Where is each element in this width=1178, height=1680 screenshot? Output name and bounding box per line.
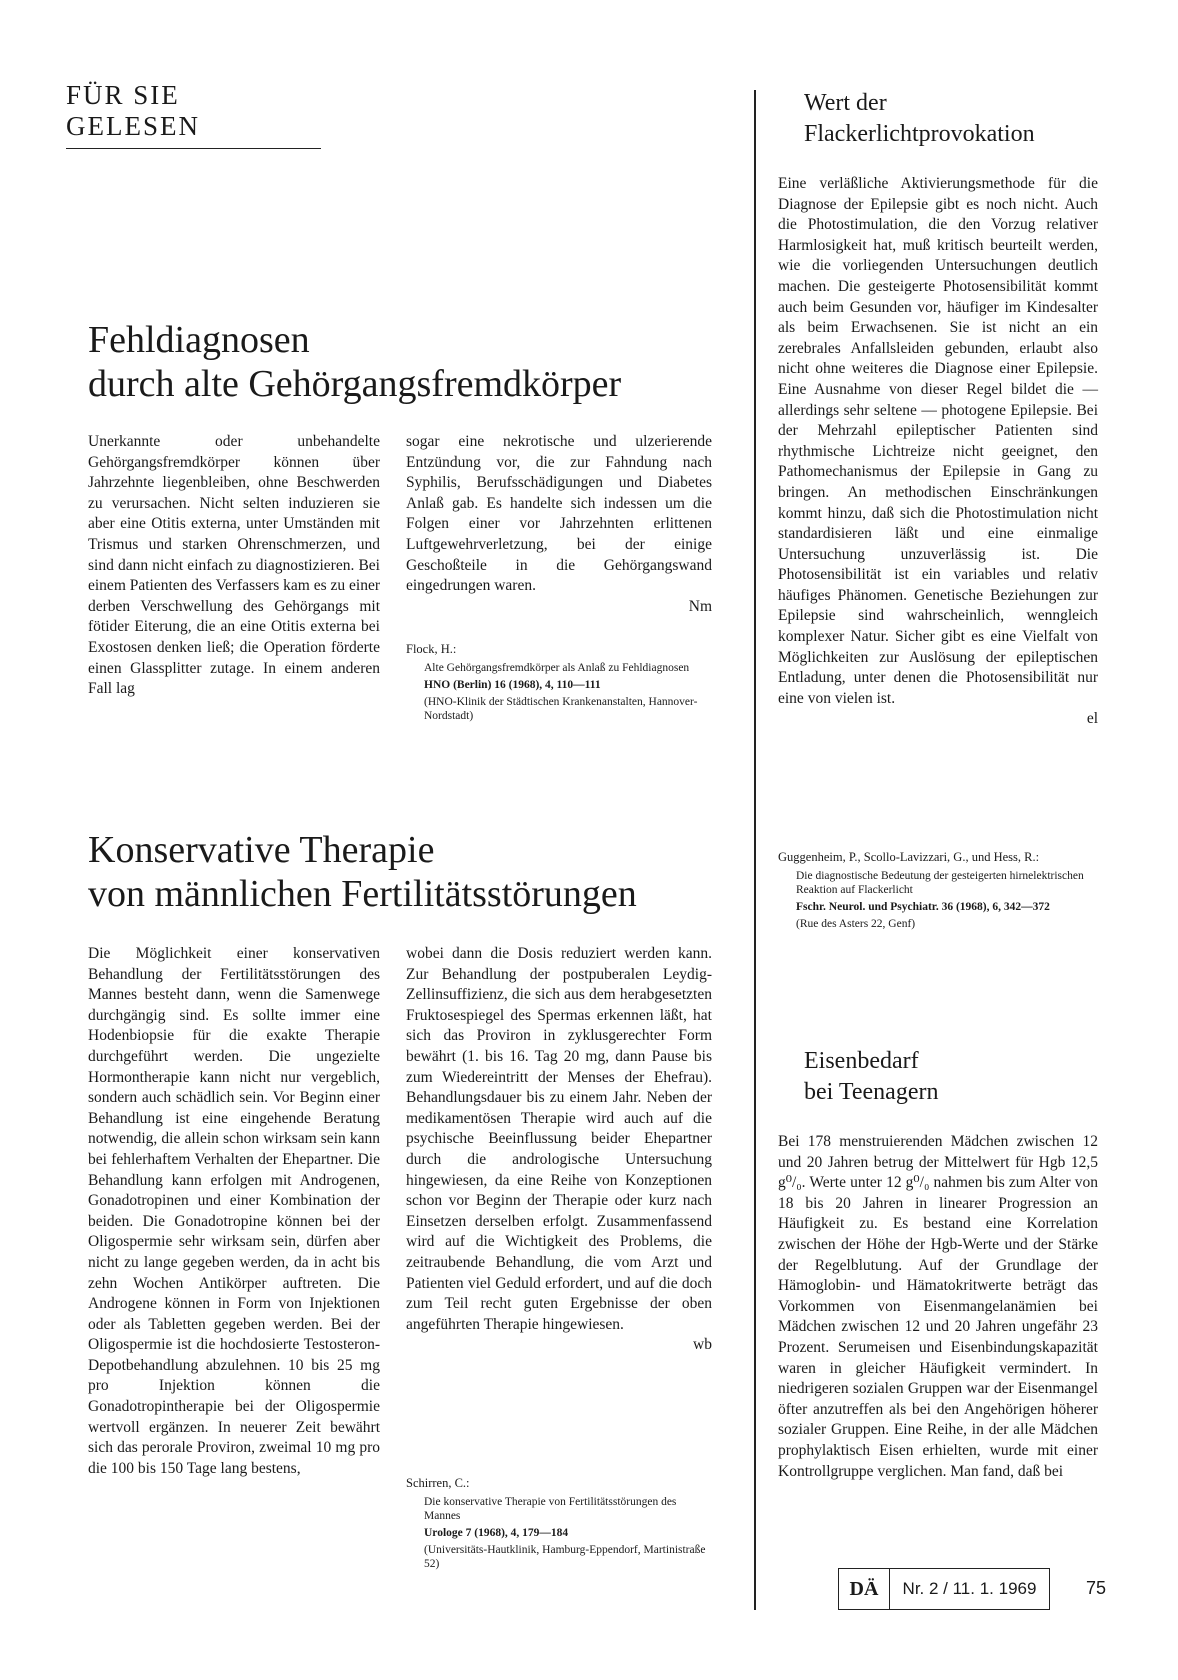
column-divider — [754, 90, 756, 1610]
article3-title-line2: Flackerlichtprovokation — [804, 121, 1035, 147]
article1-title — [88, 318, 708, 406]
article4-title — [804, 1046, 1104, 1108]
article1-col2-block — [406, 432, 712, 617]
article1-col2: sogar eine nekrotische und ulzerierende Entzündung vor, die zur Fahndung nach Syphilis, Berufsschädigungen und Diabetes Anlaß gab. Es handelte sich indessen um die Folgen einer vor Jahrzehnten erlittenen Luftgewehrverletzung, bei der einige Geschoßteile in die Gehörgangswand eingedrungen waren. — [406, 433, 712, 595]
article4-body: Bei 178 menstruierenden Mädchen zwischen 12 und 20 Jahren betrug der Mittelwert für Hgb 12,5 g⁰/₀. Werte unter 12 g⁰/₀ nahmen bis zum Alter von 18 bis 20 Jahren in linearer Progression an Häufigkeit zu. Es bestand eine Korrelation zwischen der Höhe der Hgb-Werte und der Stärke der Regelblutung. Auf der Grundlage der Hämoglobin- und Hämatokritwerte beträgt das Vorkommen von Eisenmangelanämien bei Mädchen zwischen 12 und 20 Jahren ungefähr 23 Prozent. Serumeisen und Eisenbindungskapazität waren in gleicher Häufigkeit vermindert. In niedrigeren sozialen Gruppen war der Eisenmangel öfter anzutreffen als bei den Angehörigen höherer sozialer Gruppen. Eine Reihe, in der alle Mädchen prophylaktisch Eisen erhielten, wurde mit einer Kontrollgruppe verglichen. Man fand, daß bei — [778, 1133, 1098, 1480]
article2-col2-block — [406, 944, 712, 1356]
article3-ref-address: (Rue des Asters 22, Genf) — [796, 918, 916, 930]
article2-ref-address: (Universitäts-Hautklinik, Hamburg-Eppendorf, Martinistraße 52) — [424, 1544, 706, 1570]
journal-logo: DÄ — [839, 1569, 890, 1609]
article3-ref-journal: Fschr. Neurol. und Psychiatr. 36 (1968), 6, 342—372 — [796, 901, 1050, 913]
article1-ref-title: Alte Gehörgangsfremdkörper als Anlaß zu Fehldiagnosen — [424, 662, 690, 674]
article1-signoff: Nm — [688, 597, 712, 615]
article4-title-line2: bei Teenagern — [804, 1079, 939, 1105]
article3-ref-title: Die diagnostische Bedeutung der gesteigerten hirnelektrischen Reaktion auf Flackerlicht — [796, 870, 1084, 896]
article3-title — [804, 88, 1124, 150]
article2-ref-journal: Urologe 7 (1968), 4, 179—184 — [424, 1527, 569, 1539]
section-label: FÜR SIE GELESEN — [66, 80, 321, 149]
article2-col2: wobei dann die Dosis reduziert werden kann. Zur Behandlung der postpuberalen Leydig-Zellinsuffizienz, die sich aus dem herabgesetzten Fruktosespiegel des Spermas erkennen läßt, hat sich das Proviron in zyklusgerechter Form bewährt (1. bis 16. Tag 20 mg, dann Pause bis zum Wiedereintritt der Menses der Ehefrau). Behandlungsdauer bis zu einem Jahr. Neben der medikamentösen Therapie wird auch auf die psychische Beeinflussung beider Ehepartner durch die andrologische Untersuchung hingewiesen, da eine Reihe von Konzeptionen schon vor Beginn der Therapie oder kurz nach Einsetzen derselben erfolgt. Zusammenfassend wird auf die Wichtigkeit des Problems, die zeitraubende Behandlung, die vom Arzt und Patienten viel Geduld erfordert, und auf die doch zum Teil recht guten Ergebnisse der oben angeführten Therapie hingewiesen. — [406, 945, 712, 1333]
article1-reference — [406, 642, 712, 726]
article2-reference — [406, 1476, 712, 1574]
article3-signoff: el — [1086, 710, 1098, 728]
article1-ref-author: Flock, H.: — [406, 642, 457, 656]
article2-ref-title: Die konservative Therapie von Fertilitätsstörungen des Mannes — [424, 1496, 677, 1522]
issue-info: Nr. 2 / 11. 1. 1969 — [902, 1579, 1037, 1598]
article3-title-line1: Wert der — [804, 90, 887, 116]
journal-footer — [838, 1568, 1050, 1610]
article1-title-line2: durch alte Gehörgangsfremdkörper — [88, 363, 622, 405]
article2-col1: Die Möglichkeit einer konservativen Behandlung der Fertilitätsstörungen des Mannes besteht dann, wenn die Samenwege durchgängig sind. Es sollte immer eine Hodenbiopsie für die exakte Therapie durchgeführt werden. Die ungezielte Hormontherapie kann nicht nur vergeblich, sondern auch schädlich sein. Vor Beginn einer Behandlung ist eine eingehende Beratung notwendig, die allein schon wirksam sein kann bei fehlerhaftem Verhalten der Ehepartner. Die Behandlung kann erfolgen mit Androgenen, Gonadotropinen und einer Kombination der beiden. Die Gonadotropine können bei der Oligospermie sehr wirksam sein, dürfen aber nicht zu lange gegeben werden, da in acht bis zehn Wochen Antikörper auftreten. Die Androgene können in Form von Injektionen oder als Tabletten gegeben werden. Bei der Oligospermie ist die hochdosierte Testosteron-Depotbehandlung abzulehnen. 10 bis 25 mg pro Injektion können die Gonadotropintherapie bei der Oligospermie wertvoll ergänzen. In neuerer Zeit bewährt sich das perorale Proviron, zweimal 10 mg pro die 100 bis 150 Tage lang bestens, — [88, 945, 380, 1477]
article1-ref-address: (HNO-Klinik der Städtischen Krankenanstalten, Hannover-Nordstadt) — [424, 696, 698, 722]
article1-col1: Unerkannte oder unbehandelte Gehörgangsfremdkörper können über Jahrzehnte liegenbleiben, ohne Beschwerden zu verursachen. Nicht selten induzieren sie aber eine Otitis externa, unter Umständen mit Trismus und starken Ohrenschmerzen, und sind dann nicht einfach zu diagnostizieren. Bei einem Patienten des Verfassers kam es zu einer derben Verschwellung des Gehörgangs mit fötider Eiterung, die an eine Otitis externa bei Exostosen denken ließ; die Operation förderte einen Glassplitter zutage. In einem anderen Fall lag — [88, 433, 380, 698]
article4-title-line1: Eisenbedarf — [804, 1048, 919, 1074]
article2-title — [88, 828, 728, 916]
article3-body: Eine verläßliche Aktivierungsmethode für die Diagnose der Epilepsie gibt es noch nicht. Auch die Photostimulation, die den Vorzug relativer Harmlosigkeit hat, muß kritisch beurteilt werden, wie die vorliegenden Untersuchungen deutlich machen. Die gesteigerte Photosensibilität kommt auch beim Gesunden vor, häufiger im Kindesalter als beim Erwachsenen. Sie ist nicht an ein zerebrales Anfallsleiden gebunden, erlaubt also nicht ohne weiteres die Diagnose einer Epilepsie. Eine Ausnahme von dieser Regel bildet die — allerdings sehr seltene — photogene Epilepsie. Bei der Mehrzahl epileptischer Patienten sind rhythmische Lichtreize nicht geeignet, den Pathomechanismus der Epilepsie in Gang zu bringen. An methodischen Einschränkungen kommt hinzu, daß sich die Photostimulation nicht standardisieren läßt und eine einmalige Untersuchung unzuverlässig ist. Die Photosensibilität ist ein variables und relativ häufiges Phänomen. Genetische Beziehungen zur Epilepsie sind wahrscheinlich, wenngleich komplexer Natur. Sicher gibt es eine Vielfalt von Möglichkeiten zur Auslösung der epileptischen Entladung, unter denen die Photosensibilität nur eine von vielen ist. — [778, 175, 1098, 707]
article2-ref-author: Schirren, C.: — [406, 1476, 470, 1490]
article2-title-line1: Konservative Therapie — [88, 829, 435, 871]
article1-title-line1: Fehldiagnosen — [88, 319, 310, 361]
article3-body-block — [778, 174, 1098, 730]
article3-ref-author: Guggenheim, P., Scollo-Lavizzari, G., und Hess, R.: — [778, 850, 1040, 864]
article1-ref-journal: HNO (Berlin) 16 (1968), 4, 110—111 — [424, 679, 601, 691]
page-number: 75 — [1086, 1578, 1107, 1598]
article3-reference — [778, 850, 1098, 934]
article2-title-line2: von männlichen Fertilitätsstörungen — [88, 873, 637, 915]
article2-signoff: wb — [693, 1336, 712, 1354]
